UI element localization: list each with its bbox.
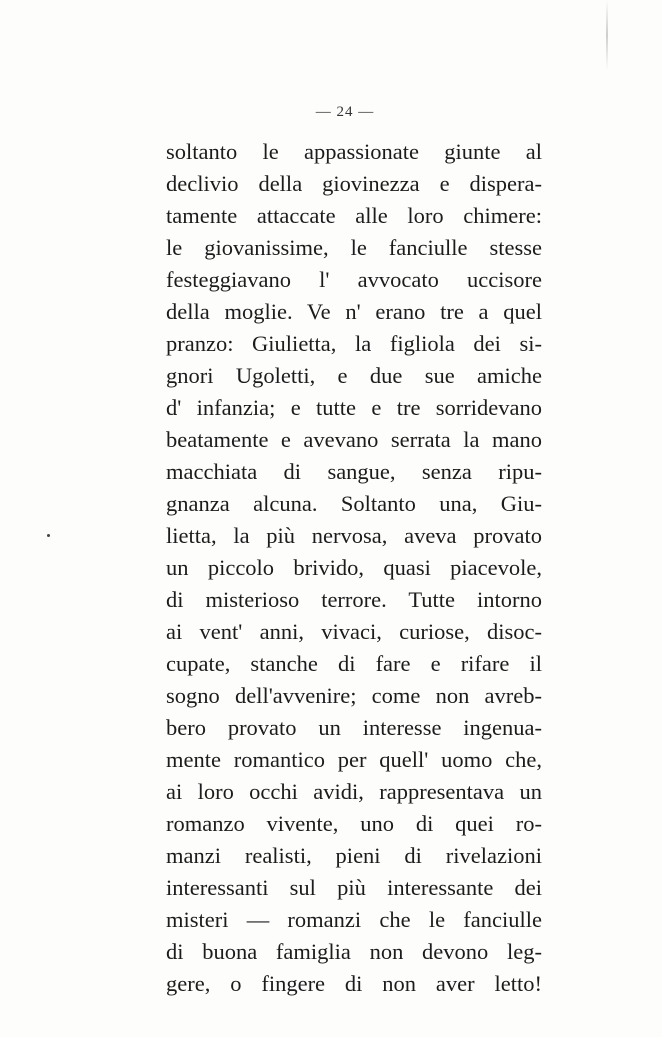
text-line: misteri — romanzi che le fanciulle — [166, 907, 542, 932]
paper-edge-mark — [606, 0, 608, 70]
text-line: sogno dell'avvenire; come non avreb- — [166, 683, 542, 708]
text-line: gnanza alcuna. Soltanto una, Giu- — [166, 491, 542, 516]
text-line: gere, o fingere di non aver letto! — [166, 971, 542, 996]
ink-speck — [47, 534, 50, 537]
text-line: declivio della giovinezza e dispera- — [166, 171, 542, 196]
text-line: cupate, stanche di fare e rifare il — [166, 651, 542, 676]
body-text — [166, 136, 542, 1000]
text-line: lietta, la più nervosa, aveva provato — [166, 523, 542, 548]
text-line: le giovanissime, le fanciulle stesse — [166, 235, 542, 260]
text-line: romanzo vivente, uno di quei ro- — [166, 811, 542, 836]
text-line: ai loro occhi avidi, rappresentava un — [166, 779, 542, 804]
text-line: ai vent' anni, vivaci, curiose, disoc- — [166, 619, 542, 644]
text-line: manzi realisti, pieni di rivelazioni — [166, 843, 542, 868]
text-line: gnori Ugoletti, e due sue amiche — [166, 363, 542, 388]
text-line: d' infanzia; e tutte e tre sorridevano — [166, 395, 542, 420]
text-line: mente romantico per quell' uomo che, — [166, 747, 542, 772]
text-line: pranzo: Giulietta, la figliola dei si- — [166, 331, 542, 356]
text-line: un piccolo brivido, quasi piacevole, — [166, 555, 542, 580]
text-line: macchiata di sangue, senza ripu- — [166, 459, 542, 484]
text-line: di misterioso terrore. Tutte intorno — [166, 587, 542, 612]
text-line: della moglie. Ve n' erano tre a quel — [166, 299, 542, 324]
page-number: — 24 — — [315, 104, 375, 120]
text-line: festeggiavano l' avvocato uccisore — [166, 267, 542, 292]
text-line: soltanto le appassionate giunte al — [166, 139, 542, 164]
text-line: bero provato un interesse ingenua- — [166, 715, 542, 740]
text-line: tamente attaccate alle loro chimere: — [166, 203, 542, 228]
text-line: di buona famiglia non devono leg- — [166, 939, 542, 964]
text-line: beatamente e avevano serrata la mano — [166, 427, 542, 452]
text-line: interessanti sul più interessante dei — [166, 875, 542, 900]
